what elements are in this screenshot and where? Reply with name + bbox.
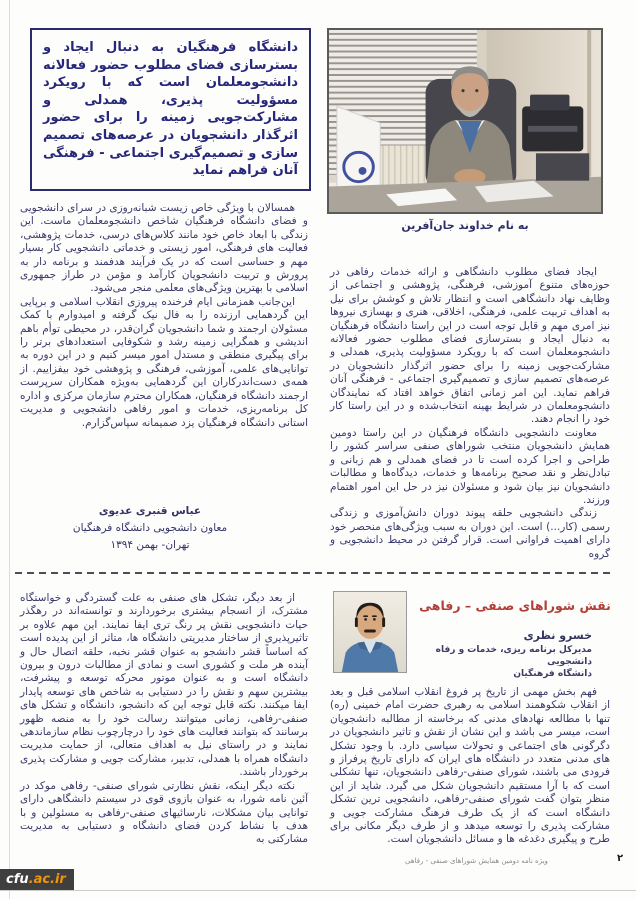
watermark-domain-text: .ac.ir [28, 872, 66, 887]
article2-right-column [330, 686, 610, 847]
pull-quote-box [30, 28, 311, 191]
page-edge-line-bottom [0, 890, 636, 891]
article-paragraph: زندگی دانشجویی حلقه پیوند دوران دانش‌آموزی و زندگی رسمی (کار...) است. این دوران به سبب ویژگی‌های منحصر خود دارای اهمیت فراوانی است. قرار گرفتن در محیط دانشجویی و گروه [330, 507, 610, 560]
dashed-separator [15, 572, 612, 574]
page-number: ۲ [616, 853, 624, 864]
article-paragraph: ایجاد فضای مطلوب دانشگاهی و ارائه خدمات رفاهی در حوزه‌های متنوع آموزشی، فرهنگی، پژوهشی و اجتماعی از وظایف نهاد دانشگاهی است و انتظار تلاش و کوشش برای نیل به اهداف تربیت علمی، فرهنگی، اخلاقی، هنری و بهسازی نیروها نیز امری مهم و قابل توجه است در این راستا دانشگاه فرهنگیان به دنبال ایجاد و بسترسازی فضای مطلوب حضور فعالانه دانشجومعلمان است که با رویکرد مسؤولیت پذیری، همدلی و مشارکت‌جویی زمینه را برای حضور اثرگذار دانشجویان در عرصه‌های تصمیم سازی و تصمیم‌گیری اجتماعی - فرهنگی آنان فراهم نماید. این امر زمانی اتفاق خواهد افتاد که نمایندگان دانشجومعلمان در شرایط بهینه انتخاب‌شده و در این راستا کار خود را انجام دهند. [330, 266, 610, 426]
article-paragraph: نکته دیگر اینکه، نقش نظارتی شورای صنفی- رفاهی موکد در آئین نامه شورا، به عنوان بازوی قوی در سیستم دانشگاهی دارای توانایی بیان مشکلات، نارسائیهای صنفی-رفاهی به مسئولین و با هدف با نشاط کردن فضای دانشگاه و دستیابی به مدیریت مشارکتی به [20, 779, 308, 846]
watermark-cfu-text: cfu [6, 872, 29, 887]
footer-caption: ویژه نامه دومین همایش شوراهای صنفی - رفاهی [405, 857, 548, 865]
author-role: مدیرکل برنامه ریزی، خدمات و رفاه دانشجویی [435, 645, 592, 667]
pull-quote-text: دانشگاه فرهنگیان به دنبال ایجاد و بسترسازی فضای مطلوب حضور فعالانه دانشجومعلمان است که با رویکرد مسؤولیت پذیری، همدلی و مشارکت‌جویی زمینه را برای حضور اثرگذار دانشجویان در عرصه‌های تصمیم سازی و تصمیم‌گیری اجتماعی - فرهنگی آنان فراهم نماید [43, 40, 298, 179]
signature-date: تهران- بهمن ۱۳۹۴ [110, 539, 190, 551]
page-edge-line-left [9, 0, 10, 899]
article1-right-column [330, 266, 610, 561]
portrait-illustration [334, 592, 406, 672]
author-organization: دانشگاه فرهنگیان [513, 669, 592, 679]
article-paragraph: این‌جانب همزمانی ایام فرخنده پیروزی انقلاب اسلامی و برپایی این گردهمایی ارزنده را به فال نیک گرفته و امیدوارم با کمک مسئولان ارجمند و شما دانشجویان گران‌قدر، در محیطی توأم باهم اندیشی و همگرایی زمینه رشد و شکوفایی استعدادهای برتر را برای پیگیری منطقی و مستدل امور میسر کنیم و در این دوره به توانایی‌های علمی، آموزشی، فرهنگی و پژوهشی خود بیفزاییم. از همه‌ی دست‌اندرکاران این گردهمایی به‌ویژه همکاران سرپرست ارجمند دانشگاه فرهنگیان، همکاران محترم سازمان مرکزی و اداره کل برنامه‌ریزی، خدمات و امور رفاهی دانشجویی و مدیریت استانی دانشگاه فرهنگیان یزد صمیمانه سپاس‌گزارم. [20, 295, 308, 429]
article-paragraph: همسالان با ویژگی خاص زیست شبانه‌روزی در سرای دانشجویی و فضای دانشگاه فرهنگیان شاخص دانشجومعلمان ماست. این زندگی با ابعاد خاص خود مانند کلاس‌های درسی، خدمات پژوهشی، فعالیت های فرهنگی، امور زیستی و خدماتی دانشجویی کار بسیار مهم و حساسی است که در یک فرآیند هدفمند و برنامه دار به پرورش و تربیت دانشجویان کارآمد و مؤمن در طراز جمهوری اسلامی با بهترین ویژگی‌های معلمی منجر می‌شود. [20, 202, 308, 295]
office-photo-illustration [329, 30, 601, 212]
signature-title: معاون دانشجویی دانشگاه فرهنگیان [72, 522, 228, 534]
author-block [430, 629, 592, 680]
article-paragraph: معاونت دانشجویی دانشگاه فرهنگیان در این راستا دومین همایش دانشجویان منتخب شوراهای صنفی سراسر کشور را طراحی و اجرا کرده است تا در فضای همدلی و هم زبانی و تبادل‌نظر و نقد صحیح برنامه‌ها و خدمات، دیدگاه‌ها و مطالبات دانشجویان نیز بیان شود و مسئولان نیز در حل این امور اهتمام ورزند. [330, 426, 610, 506]
article2-left-column [20, 592, 308, 847]
portrait-photo [333, 591, 407, 673]
article2-headline: نقش شوراهای صنفی – رفاهی [419, 598, 611, 613]
office-photo [327, 28, 603, 214]
watermark-badge [0, 869, 74, 890]
article-paragraph: فهم بخش مهمی از تاریخ پر فروغ انقلاب اسلامی قبل و بعد از انقلاب شکوهمند اسلامی به رهبری حضرت امام خمینی (ره) تنها با مطالعه نهادهای مدنی که برخاسته از مطالبه دانشجویان است، میسر می باشد و این نشان از نقش و تاثیر دانشجویان در دگرگونی های اجتماعی و تحولات سیاسی دارد. با وجود تشکل های مدنی متعدد در دانشگاه های ایران که دارای تاریخ پرفراز و فرودی می باشند، شورای صنفی-رفاهی دانشجویان، تنها تشکلی است که با آرا مستقیم دانشجویان شکل می گیرد. شاید از این منظر بتوان گفت شورای صنفی-رفاهی، دانشجویی ترین تشکل دانشگاه است که از یک طرف فرهنگ مشارکت جویی و مشارکت پذیری را توسعه میدهد و از طرف دیگر مکانی برای طرح و پیگیری دغدغه ها و مسائل دانشجویان است. [330, 686, 610, 846]
signature-name: عباس قنبری عدیوی [98, 505, 202, 517]
author-name: خسرو نظری [523, 629, 592, 642]
article-paragraph: از بعد دیگر، تشکل های صنفی به علت گستردگی و خواستگاه مشترک، از انسجام بیشتری برخوردارند و توانسته‌اند در رهگذر حیات دانشجویی نقش پر رنگ تری ایفا نمایند. این مهم علاوه بر تاثیرپذیری از ساختار مدیریتی دانشگاه ها، متاثر از این پدیده است که اساساً قشر دانشجو به عنوان قشر نخبه، حلقه اتصال حال و آینده هر ملت و کشوری است و نمادی از مطالبات درون و بیرون دانشگاه است و به عنوان موتور محرکه توسعه و پیشرفت، بیشترین سهم و نقش را در دستیابی به شاخص های توسعه پایدار ایفا میکنند. نکته قابل توجه این که دانشجو، دانشگاه و تشکل های صنفی-رفاهی، زمانی میتوانند رسالت خود را به منصه ظهور برسانند که بتوانند فعالیت های خود را درچارچوب نظام سازماندهی نمایند و در راستای نیل به اهداف متعالی، از حمایت مدیریت دانشگاه همراه با همدلی، تدبیر، مشارکت جویی و مشارکت پذیری برخوردار باشند. [20, 592, 308, 779]
article1-left-column [20, 202, 308, 430]
signature-block [40, 503, 260, 554]
photo-caption: به نام خداوند جان‌آفرین [401, 219, 529, 232]
